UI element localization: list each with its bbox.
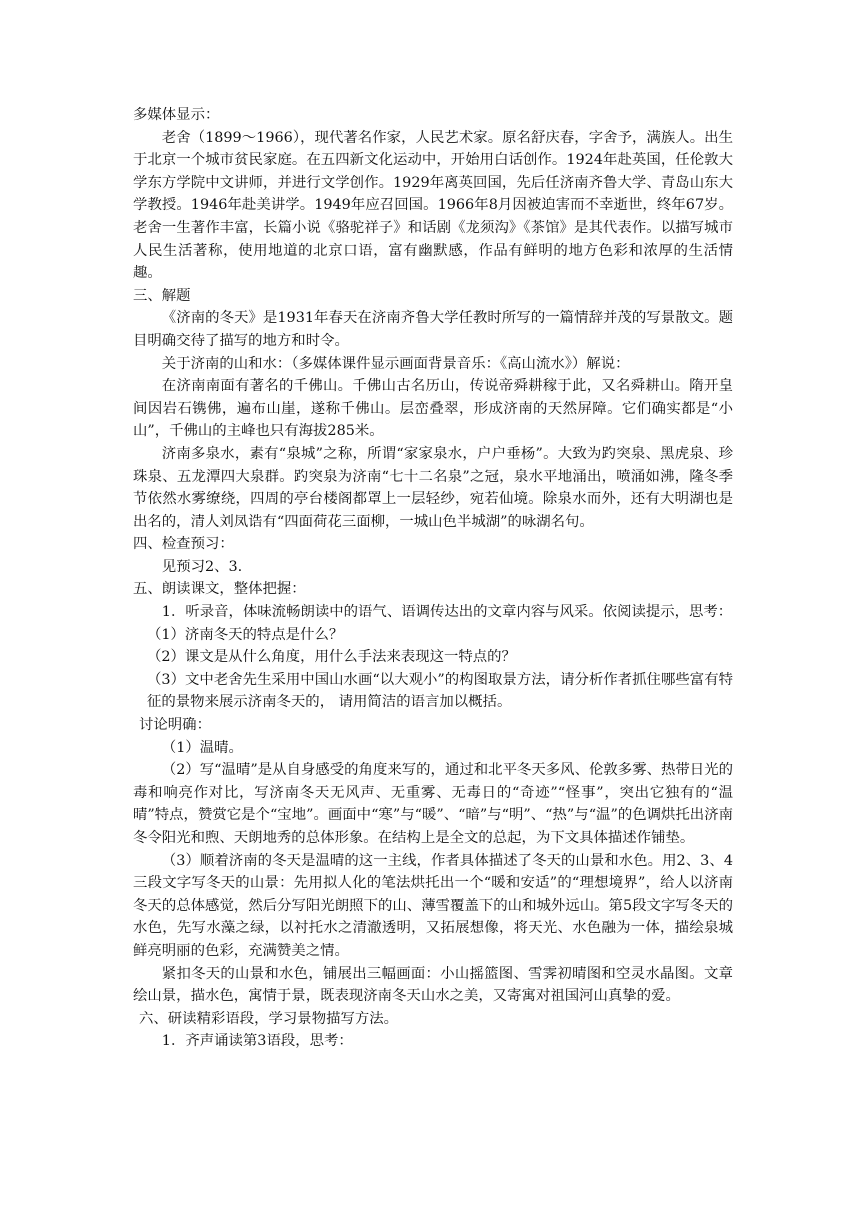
question-1: （1）济南冬天的特点是什么？ xyxy=(147,626,344,643)
recite-instruction-paragraph: 1．齐声诵读第3语段，思考： xyxy=(161,1033,353,1050)
section-heading-6: 六、研读精彩语段，学习景物描写方法。 xyxy=(139,1010,399,1027)
section-heading-3: 三、解题 xyxy=(133,287,191,304)
media-display-label: 多媒体显示： xyxy=(133,107,220,123)
question-2: （2）课文是从什么角度，用什么手法来表现这一特点的？ xyxy=(147,649,516,666)
author-bio-paragraph: 老舍（1899～1966），现代著名作家，人民艺术家。原名舒庆春，字舍予，满族人。出生于北京一个城市贫民家庭。在五四新文化运动中，开始用白话创作。1924年赴英国，任伦敦大学东方学院中文讲师，并进行文学创作。1929年离英回国，先后任济南齐鲁大学、青岛山东大学教授。1946年赴美讲学。1949年应召回国。1966年8月因被迫害而不幸逝世，终年67岁。老舍一生著作丰富，长篇小说《骆驼祥子》和话剧《龙须沟》《茶馆》是其代表作。以描写城市人民生活著称，使用地道的北京口语，富有幽默感，作品有鲜明的地方色彩和浓厚的生活情趣。 xyxy=(133,129,733,282)
mountain-water-intro: 关于济南的山和水：（多媒体课件显示画面背景音乐：《高山流水》）解说： xyxy=(161,355,630,372)
document-page xyxy=(133,104,733,1053)
section-heading-4: 四、检查预习： xyxy=(133,536,234,553)
question-3: （3）文中老舍先生采用中国山水画“以大观小”的构图取景方法，请分析作者抓住哪些富有特征的景物来展示济南冬天的， 请用简洁的语言加以概括。 xyxy=(147,671,733,711)
answer-3: （3）顺着济南的冬天是温晴的这一主线，作者具体描述了冬天的山景和水色。用2、3、4三段文字写冬天的山景：先用拟人化的笔法烘托出一个“暖和安适”的“理想境界”，给人以济南冬天的总体感觉，然后分写阳光朗照下的山、薄雪覆盖下的山和城外远山。第5段文字写冬天的水色，先写水藻之绿，以衬托水之清澈透明，又拓展想像，将天光、水色融为一体，描绘泉城鲜亮明丽的色彩，充满赞美之情。 xyxy=(133,852,733,959)
discussion-label: 讨论明确： xyxy=(139,717,211,734)
answer-2: （2）写“温晴”是从自身感受的角度来写的，通过和北平冬天多风、伦敦多雾、热带日光的毒和响亮作对比，写济南冬天无风声、无重雾、无毒日的“奇迹”“怪事”，突出它独有的“温晴”特点，赞赏它是个“宝地”。画面中“寒”与“暖”、“暗”与“明”、“热”与“温”的色调烘托出济南冬令阳光和煦、天朗地秀的总体形象。在结构上是全文的总起，为下文具体描述作铺垫。 xyxy=(133,762,733,846)
listen-instruction-paragraph: 1．听录音，体味流畅朗读中的语气、语调传达出的文章内容与风采。依阅读提示，思考： xyxy=(161,604,733,621)
section-heading-5: 五、朗读课文，整体把握： xyxy=(133,581,306,598)
qianfo-mountain-paragraph: 在济南南面有著名的千佛山。千佛山古名历山，传说帝舜耕稼于此，又名舜耕山。隋开皇间因岩石镌佛，遍布山崖，遂称千佛山。层峦叠翠，形成济南的天然屏障。它们确实都是“小山”，千佛山的主峰也只有海拔285米。 xyxy=(133,378,733,440)
preview-paragraph: 见预习2、3. xyxy=(161,558,243,575)
three-pictures-paragraph: 紧扣冬天的山景和水色，铺展出三幅画面：小山摇篮图、雪霁初晴图和空灵水晶图。文章绘山景，描水色，寓情于景，既表现济南冬天山水之美，又寄寓对祖国河山真挚的爱。 xyxy=(133,965,733,1005)
answer-1: （1）温晴。 xyxy=(161,739,243,756)
title-explanation-paragraph: 《济南的冬天》是1931年春天在济南齐鲁大学任教时所写的一篇情辞并茂的写景散文。题目明确交待了描写的地方和时令。 xyxy=(133,310,733,349)
springs-paragraph: 济南多泉水，素有“泉城”之称，所谓“家家泉水，户户垂杨”。大致为趵突泉、黑虎泉、珍珠泉、五龙潭四大泉群。趵突泉为济南“七十二名泉”之冠，泉水平地涌出，喷涌如沸，隆冬季节依然水雾缭绕，四周的亭台楼阁都罩上一层轻纱，宛若仙境。除泉水而外，还有大明湖也是出名的，清人刘凤诰有“四面荷花三面柳，一城山色半城湖”的咏湖名句。 xyxy=(133,445,733,530)
